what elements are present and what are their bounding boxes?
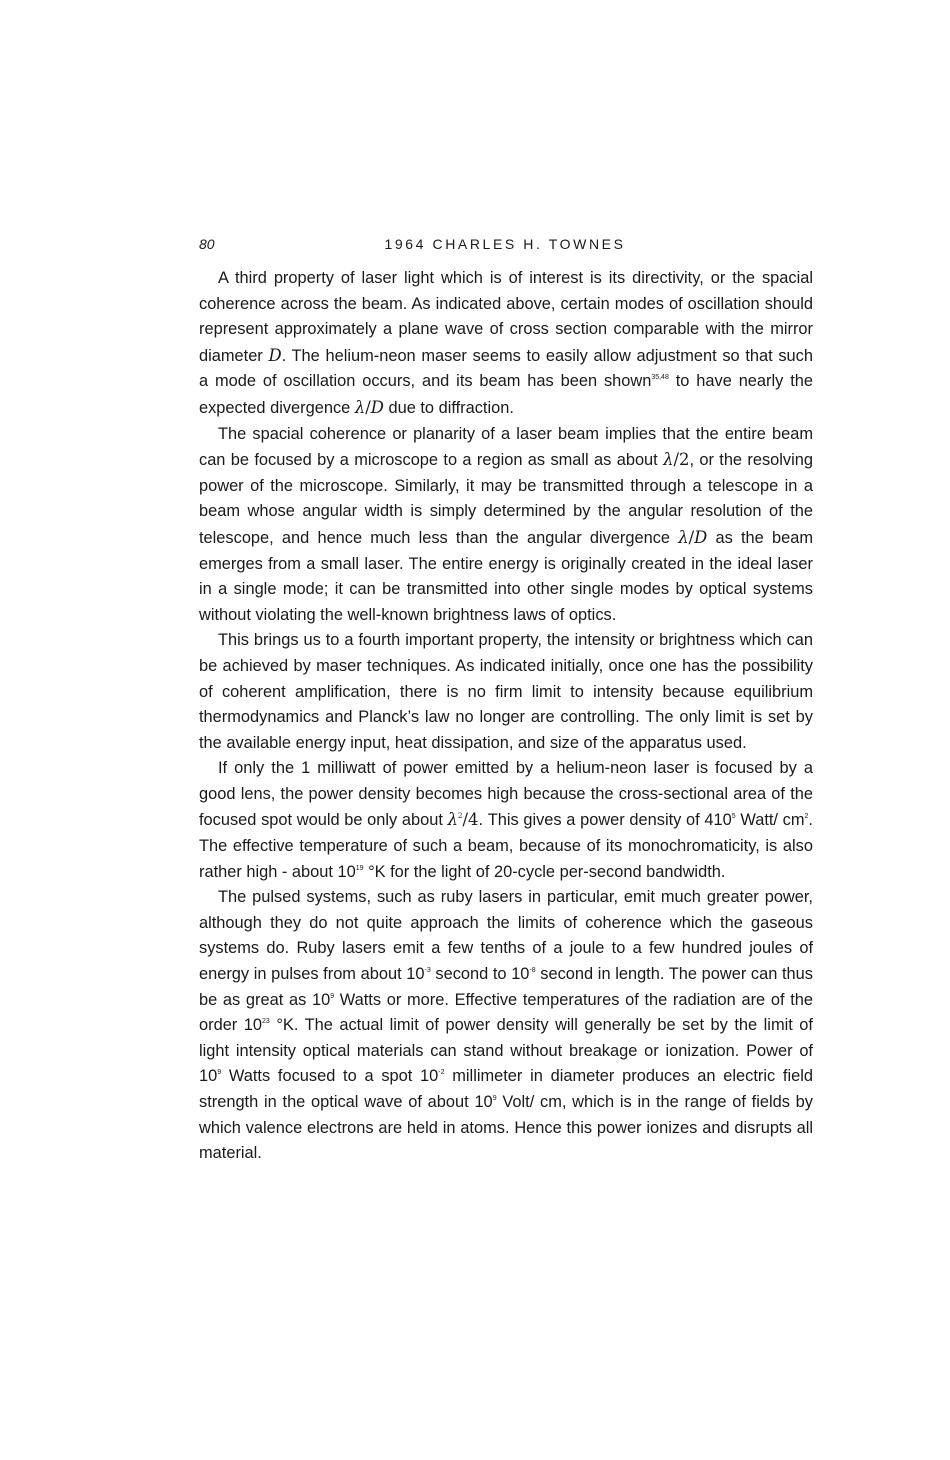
page-header [199, 236, 811, 256]
paragraph-pulsed-systems: The pulsed systems, such as ruby lasers in particular, emit much greater power, although they do not quite approach the limits of coherence which the gaseous systems do. Ruby lasers emit a few tenths of a joule to a few hundred joules of energy in pulses from about $10^{-3}$ second to $10^{-8}$ second in length. The power can thus be as great as $10^9$ Watts or more. Effective temperatures of the radiation are of the order $10^{23}$ °K. The actual limit of power density will generally be set by the limit of light intensity optical materials can stand without breakage or ionization. Power of $10^9$ Watts focused to a spot $10^{-2}$ millimeter in diameter produces an electric field strength in the optical wave of about $10^9$ Volt/ cm, which is in the range of fields by which valence electrons are held in atoms. Hence this power ionizes and disrupts all material. [199, 888, 813, 1163]
body-text [199, 266, 813, 1167]
paragraph-intensity: This brings us to a fourth important property, the intensity or brightness which can be achieved by maser techniques. As indicated initially, once one has the possibility of coherent amplification, there is no firm limit to intensity because equilibrium thermodynamics and Planck’s law no longer are controlling. The only limit is set by the available energy input, heat dissipation, and size of the apparatus used. [199, 631, 813, 752]
running-head: 1964 CHARLES H. TOWNES [384, 236, 626, 252]
page-number: 80 [199, 236, 215, 252]
paragraph-power-density: If only the 1 milliwatt of power emitted by a helium-neon laser is focused by a good lens, the power density becomes high because the cross-sectional area of the focused spot would be only about $\lambda^2/4$. This gives a power density of $410^5$ Watt/ $cm^2$. The effective temperature of such a beam, because of its monochromaticity, is also rather high - about $10^{19}$ °K for the light of 20-cycle per-second bandwidth. [199, 759, 813, 881]
reference-superscript: 35,48 [651, 374, 669, 382]
paragraph-spacial-coherence: The spacial coherence or planarity of a laser beam implies that the entire beam can be focused by a microscope to a region as small as about λ/2, or the resolving power of the microscope. Similarly, it may be transmitted through a telescope in a beam whose angular width is simply determined by the angular resolution of the telescope, and hence much less than the angular divergence λ/D as the beam emerges from a small laser. The entire energy is originally created in the ideal laser in a single mode; it can be transmitted into other single modes by optical systems without violating the well-known brightness laws of optics. [199, 424, 813, 624]
paragraph-directivity: A third property of laser light which is of interest is its directivity, or the spacial coherence across the beam. As indicated above, certain modes of oscillation should represent approximately a plane wave of cross section comparable with the mirror diameter D. The helium-neon maser seems to easily allow adjustment so that such a mode of oscillation occurs, and its beam has been shown$^{35,48}$ to have nearly the expected divergence λ/D due to diffraction. [199, 269, 813, 417]
